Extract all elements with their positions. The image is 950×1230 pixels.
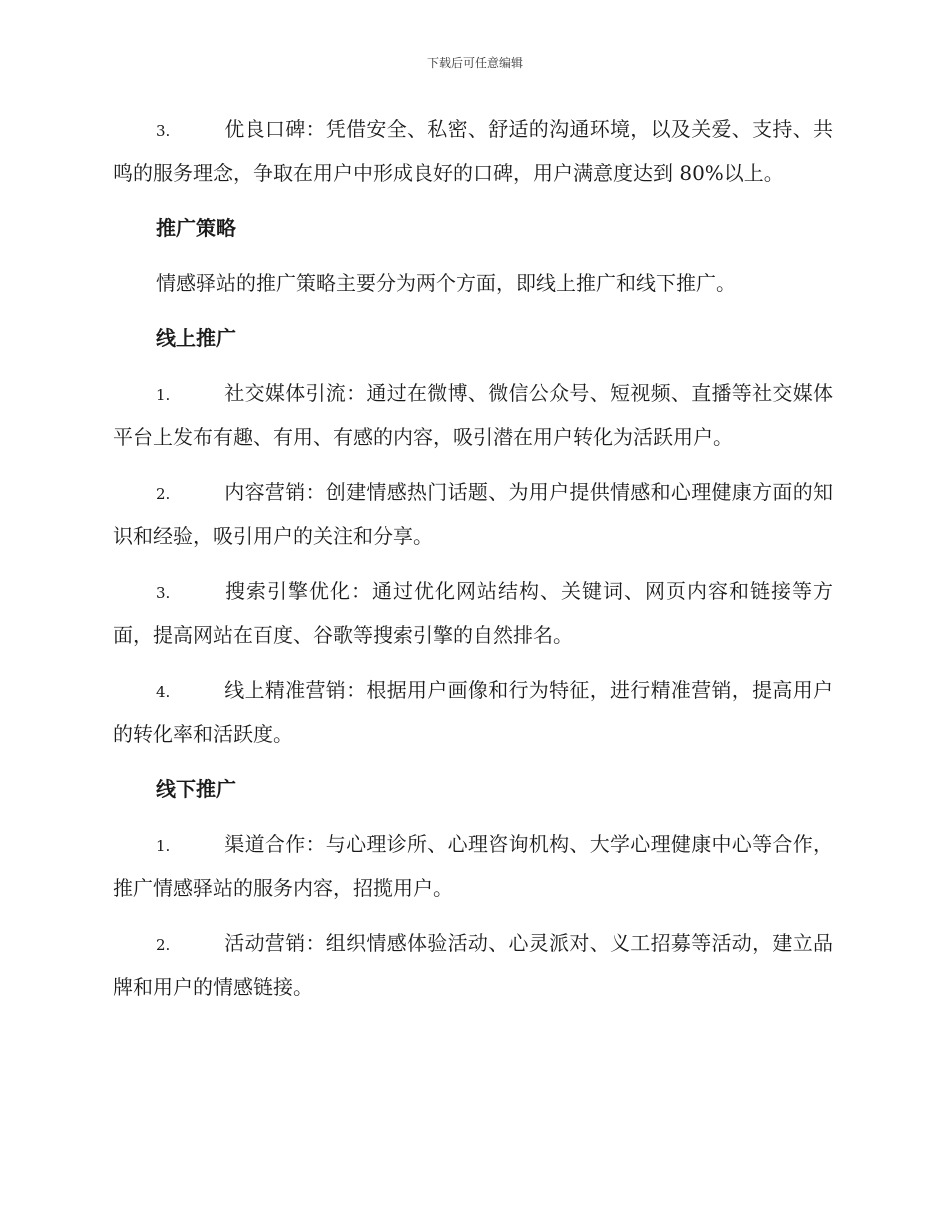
list-item bbox=[113, 823, 833, 909]
list-number: 3. bbox=[156, 122, 171, 140]
section-heading: 线下推广 bbox=[156, 777, 236, 801]
list-item-text: 活动营销：组织情感体验活动、心灵派对、义工招募等活动，建立品牌和用户的情感链接。 bbox=[113, 931, 833, 999]
list-item bbox=[113, 108, 833, 194]
list-number: 3. bbox=[156, 584, 171, 602]
paragraph: 情感驿站的推广策略主要分为两个方面，即线上推广和线下推广。 bbox=[156, 271, 736, 295]
list-item bbox=[113, 471, 833, 557]
list-item-text: 内容营销：创建情感热门话题、为用户提供情感和心理健康方面的知识和经验，吸引用户的关注和分享。 bbox=[113, 480, 833, 548]
section-heading: 推广策略 bbox=[156, 216, 236, 240]
list-number: 1. bbox=[156, 386, 171, 404]
list-number: 2. bbox=[156, 485, 171, 503]
page-header: 下载后可任意编辑 bbox=[426, 56, 523, 70]
document-body bbox=[113, 108, 833, 1021]
list-item bbox=[113, 372, 833, 458]
list-item bbox=[113, 669, 833, 755]
list-number: 1. bbox=[156, 837, 171, 855]
list-item-text: 搜索引擎优化：通过优化网站结构、关键词、网页内容和链接等方面，提高网站在百度、谷歌等搜索引擎的自然排名。 bbox=[113, 579, 833, 647]
section-heading: 线上推广 bbox=[156, 326, 236, 350]
list-item bbox=[113, 922, 833, 1008]
list-item-text: 社交媒体引流：通过在微博、微信公众号、短视频、直播等社交媒体平台上发布有趣、有用、有感的内容，吸引潜在用户转化为活跃用户。 bbox=[113, 381, 833, 449]
list-number: 4. bbox=[156, 683, 171, 701]
list-item-text: 渠道合作：与心理诊所、心理咨询机构、大学心理健康中心等合作，推广情感驿站的服务内容，招揽用户。 bbox=[113, 832, 833, 900]
list-number: 2. bbox=[156, 936, 171, 954]
list-item bbox=[113, 570, 833, 656]
list-item-text: 优良口碑：凭借安全、私密、舒适的沟通环境，以及关爱、支持、共鸣的服务理念，争取在用户中形成良好的口碑，用户满意度达到 80%以上。 bbox=[113, 117, 833, 185]
list-item-text: 线上精准营销：根据用户画像和行为特征，进行精准营销，提高用户的转化率和活跃度。 bbox=[113, 678, 833, 746]
